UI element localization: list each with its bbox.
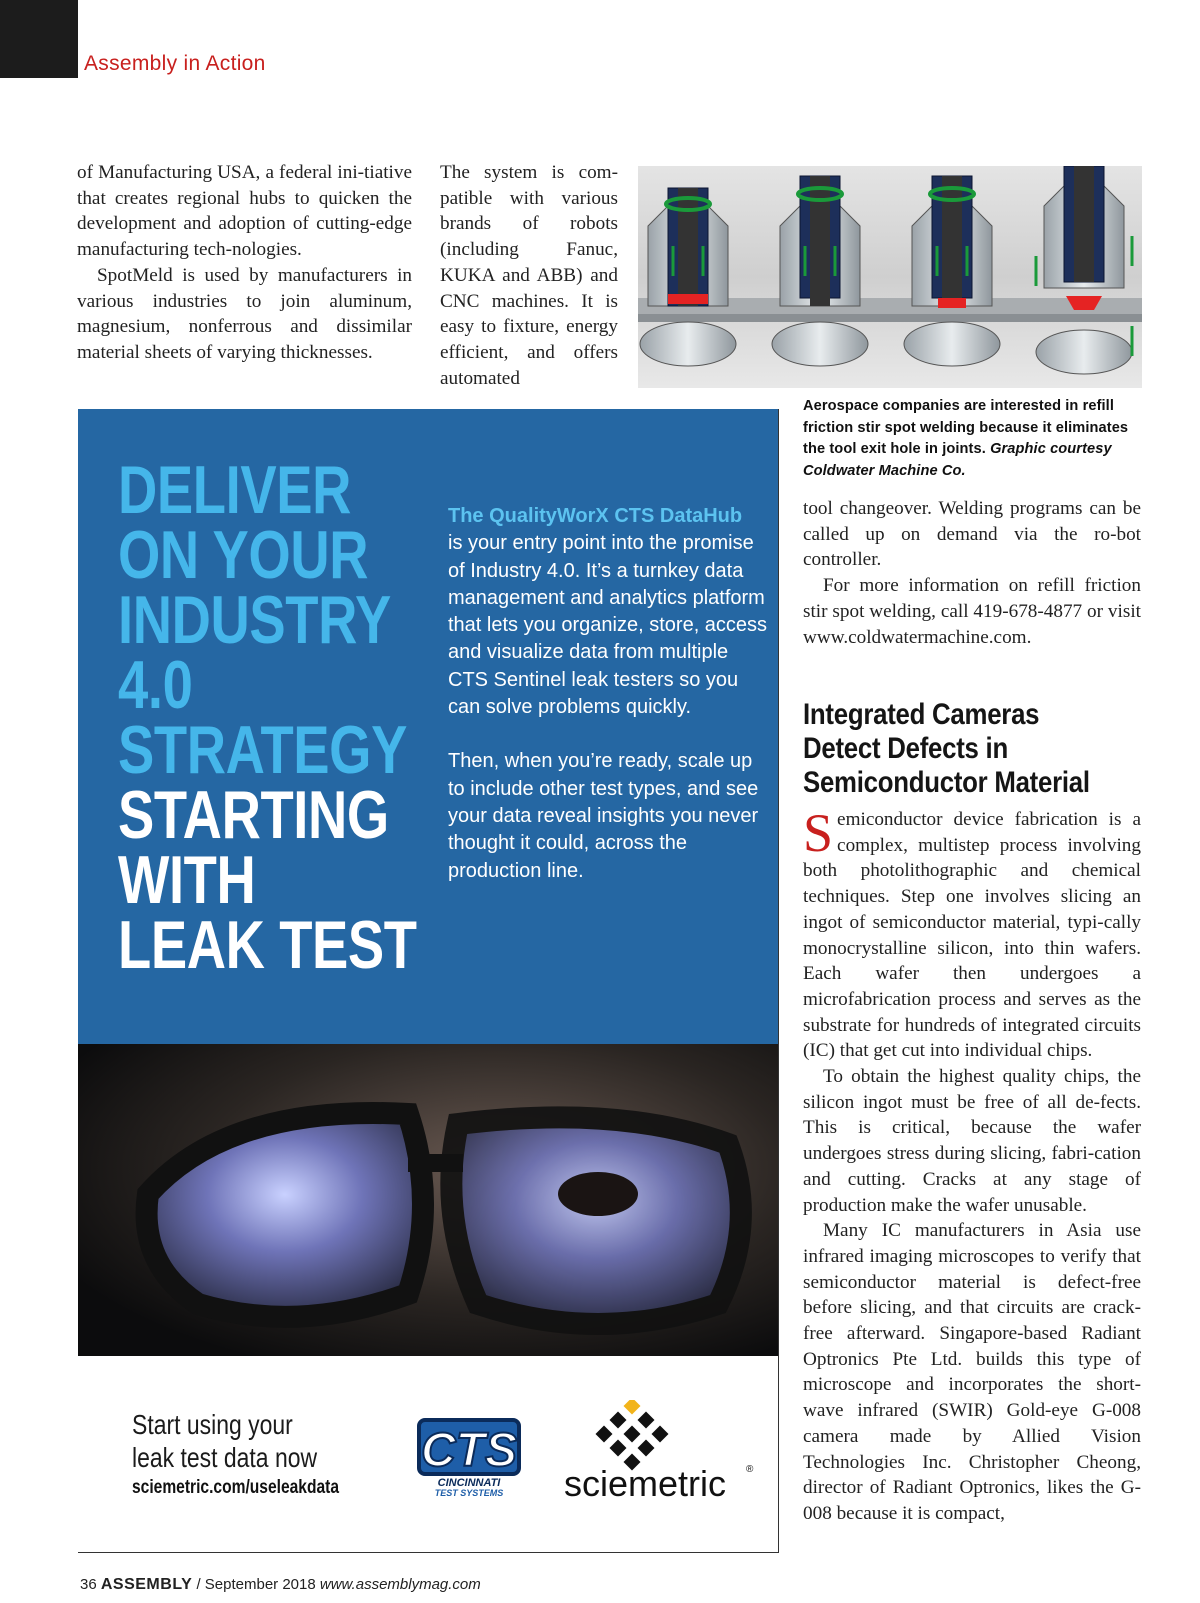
paragraph [803,803,1141,1064]
tool-stage-3 [904,176,1000,366]
paragraph: For more information on refill friction stir spot welding, call 419-678-4877 or visit www.coldwatermachine.com. [803,575,1141,648]
page-footer [80,1576,481,1594]
ad-headline-line: STRATEGY [118,712,407,788]
section-tab-block [0,0,78,78]
ad-headline-line: ON YOUR [118,517,369,593]
right-lens [451,1117,741,1324]
headline-line: Detect Defects in [803,732,1008,765]
weld-diagram-svg [638,166,1142,388]
paragraph: tool changeover. Welding programs can be called up on demand via the ro-bot controller. [803,498,1141,571]
caption-credit: Graphic courtesy Coldwater Machine Co. [803,441,1112,479]
cts-logo-sub1: CINCINNATI [437,1477,501,1489]
glasses-illustration [78,1044,778,1356]
glasses-bridge [408,1154,463,1172]
ad-headline-line: 4.0 [118,647,193,723]
cts-logo-sub2: TEST SYSTEMS [434,1488,504,1496]
ad-cta-line: leak test data now [132,1442,318,1473]
article-column-3 [803,496,1141,650]
cts-logo-text: CTS [421,1424,517,1477]
tool-stage-2 [772,176,868,366]
section-label: Assembly in Action [84,52,266,75]
article-column-2 [440,160,618,391]
ad-copy-text: is your entry point into the promise of Industry 4.0. It’s a turnkey data management and analytics platform that lets you organize, store, access and visualize data from multiple CTS Sentinel leak testers so you can solve problems quickly. [448,532,768,719]
ad-copy-paragraph [448,503,768,721]
ad-headline [118,452,417,983]
sciemetric-logo-text: sciemetric [564,1463,727,1500]
ad-photo-glasses [78,1044,778,1356]
sciemetric-logo [560,1400,760,1500]
paragraph: Many IC manufacturers in Asia use infrared imaging microscopes to verify that semiconductor material is defect-free before slicing, and that circuits are crack-free afterward. Singapore-based Radiant Optronics Pte Ltd. builds this type of microscope and incorporates the short-wave infrared (SWIR) Gold-eye G-008 camera made by Allied Vision Technologies Inc. Christopher Cheong, director of Radiant Optronics, likes the G-008 because it is compact, [803,1220,1141,1524]
article-body [803,803,1141,1527]
eye [558,1172,638,1216]
ad-url-link[interactable]: sciemetric.com/useleakdata [132,1477,339,1498]
workpiece-sheet-lower [638,314,1142,322]
page-number: 36 [80,1576,97,1593]
caption-text: Aerospace companies are interested in refill friction stir spot welding because it eliminates the tool exit hole in joints. [803,398,1129,457]
ad-copy-paragraph: Then, when you’re ready, scale up to include other test types, and see your data reveal insights you never thought it could, across the production line. [448,750,759,882]
ad-copy-highlight: The QualityWorX CTS DataHub [448,505,743,527]
tool-stage-4 [1036,166,1132,374]
paragraph: The system is com-patible with various brands of robots (including Fanuc, KUKA and ABB) and CNC machines. It is easy to fixture, energy efficient, and offers automated [440,162,618,389]
website: www.assemblymag.com [319,1576,481,1593]
headline-line: Semiconductor Material [803,766,1090,799]
figure-caption [803,396,1143,482]
sciemetric-diamond-icon [596,1400,669,1470]
paragraph: To obtain the highest quality chips, the silicon ingot must be free of all de-fects. This is critical, because the wafer undergoes stress during slicing, fabri-cation and cutting. Cracks at any stage of production make the wafer unusable. [803,1066,1141,1216]
ad-cta [132,1408,317,1474]
article-column-1 [77,160,412,366]
article-headline [803,698,1113,800]
cts-logo [415,1416,525,1496]
issue-date: / September 2018 [192,1576,316,1593]
friction-stir-weld-graphic [638,166,1142,388]
ad-headline-line: STARTING [118,777,389,853]
ad-headline-line: LEAK TEST [118,907,417,983]
ad-body-copy [448,503,768,912]
ad-headline-line: DELIVER [118,452,351,528]
paragraph-text: emiconductor device fabrication is a complex, multistep process involving both photolithographic and chemical techniques. Step one involves slicing an ingot of semiconductor material, typi-cally monocrystalline silicon, into thin wafers. Each wafer then undergoes a microfabrication process and serves as the substrate for hundreds of integrated circuits (IC) that get cut into individual chips. [803,809,1141,1062]
paragraph: of Manufacturing USA, a federal ini-tiative that creates regional hubs to quicken the development and adoption of cutting-edge manufacturing tech-nologies. [77,162,412,261]
ad-headline-line: WITH [118,842,256,918]
headline-line: Integrated Cameras [803,698,1040,731]
paragraph: SpotMeld is used by manufacturers in various industries to join aluminum, magnesium, nonferrous and dissimilar material sheets of varying thicknesses. [77,264,412,363]
ad-cta-line: Start using your [132,1409,293,1440]
ad-headline-line: INDUSTRY [118,582,391,658]
magazine-name: ASSEMBLY [100,1576,193,1593]
drop-cap: S [803,803,834,863]
tool-stage-1 [640,188,736,366]
registered-mark: ® [746,1464,754,1475]
